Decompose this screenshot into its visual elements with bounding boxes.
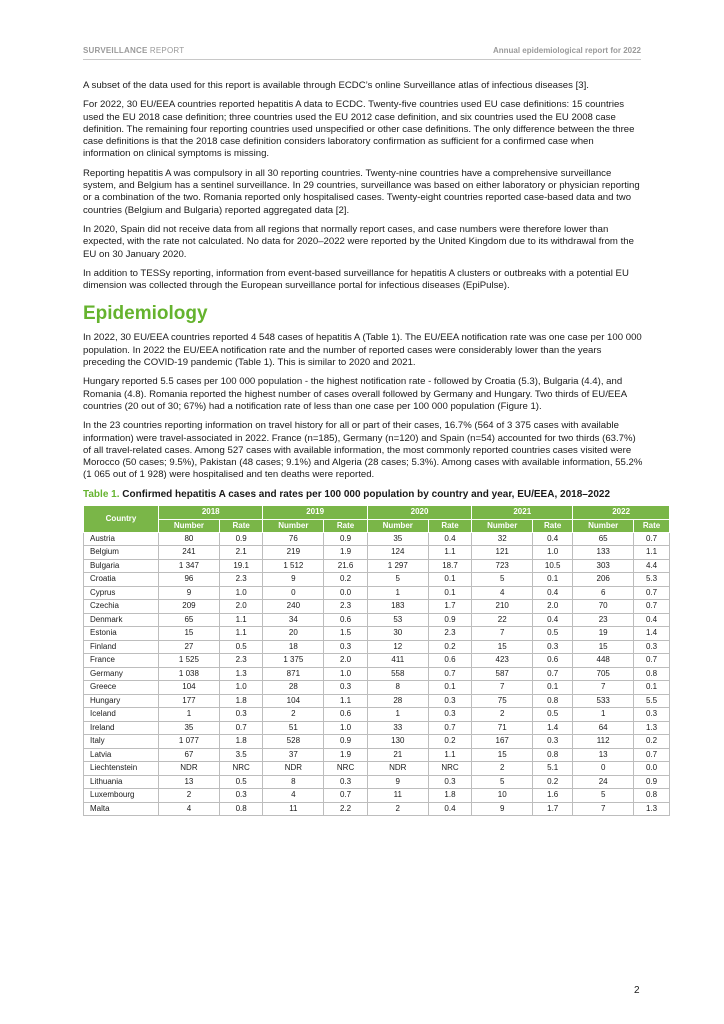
rate-cell: 2.3 xyxy=(428,627,472,641)
rate-cell: 1.1 xyxy=(219,627,263,641)
column-header-number: Number xyxy=(367,519,428,532)
rate-cell: 0.9 xyxy=(324,532,368,546)
rate-cell: 0.2 xyxy=(634,735,670,749)
rate-cell: 19.1 xyxy=(219,559,263,573)
rate-cell: 21.6 xyxy=(324,559,368,573)
number-cell: 210 xyxy=(472,600,533,614)
rate-cell: 1.7 xyxy=(428,600,472,614)
rate-cell: 0.1 xyxy=(428,573,472,587)
number-cell: 1 347 xyxy=(159,559,220,573)
running-header xyxy=(83,45,641,60)
number-cell: 5 xyxy=(367,573,428,587)
paragraph-intro-1: A subset of the data used for this report is available through ECDC’s online Surveillance atlas of infectious diseases [3]. xyxy=(83,80,589,91)
section-heading-epidemiology: Epidemiology xyxy=(83,303,208,325)
table-row xyxy=(84,654,670,668)
number-cell: 528 xyxy=(263,735,324,749)
number-cell: 34 xyxy=(263,613,324,627)
rate-cell: 0.2 xyxy=(428,640,472,654)
number-cell: 80 xyxy=(159,532,220,546)
number-cell: 20 xyxy=(263,627,324,641)
column-header-country: Country xyxy=(84,506,159,533)
table-row xyxy=(84,802,670,816)
table-row xyxy=(84,667,670,681)
number-cell: 219 xyxy=(263,546,324,560)
rate-cell: 0.5 xyxy=(533,627,573,641)
number-cell: 1 077 xyxy=(159,735,220,749)
rate-cell: 0.7 xyxy=(634,600,670,614)
column-header-number: Number xyxy=(573,519,634,532)
header-series-rest: REPORT xyxy=(147,46,185,55)
rate-cell: 1.3 xyxy=(634,802,670,816)
country-cell: Greece xyxy=(84,681,159,695)
paragraph-intro-5: In addition to TESSy reporting, information from event-based surveillance for hepatitis A clusters or outbreaks with a potential EU dimension was collected through the European surveillance portal for infectious diseases (EpiPulse). xyxy=(83,267,629,292)
column-header-number: Number xyxy=(472,519,533,532)
number-cell: 124 xyxy=(367,546,428,560)
number-cell: 423 xyxy=(472,654,533,668)
table-row xyxy=(84,789,670,803)
number-cell: 1 xyxy=(159,708,220,722)
rate-cell: 0.2 xyxy=(428,735,472,749)
column-header-year: 2018 xyxy=(159,506,263,519)
country-cell: Denmark xyxy=(84,613,159,627)
table-row xyxy=(84,613,670,627)
rate-cell: 0.4 xyxy=(428,532,472,546)
rate-cell: 0.7 xyxy=(428,667,472,681)
number-cell: NDR xyxy=(263,762,324,776)
rate-cell: 0.4 xyxy=(634,613,670,627)
country-cell: Bulgaria xyxy=(84,559,159,573)
number-cell: 53 xyxy=(367,613,428,627)
rate-cell: 1.9 xyxy=(324,748,368,762)
table-row xyxy=(84,681,670,695)
column-header-year: 2022 xyxy=(573,506,670,519)
rate-cell: 1.3 xyxy=(219,667,263,681)
number-cell: 133 xyxy=(573,546,634,560)
table-row xyxy=(84,627,670,641)
rate-cell: 0.3 xyxy=(634,708,670,722)
number-cell: 19 xyxy=(573,627,634,641)
country-cell: Ireland xyxy=(84,721,159,735)
number-cell: 9 xyxy=(263,573,324,587)
number-cell: 0 xyxy=(573,762,634,776)
table-row xyxy=(84,748,670,762)
number-cell: 15 xyxy=(573,640,634,654)
rate-cell: NRC xyxy=(219,762,263,776)
rate-cell: 2.3 xyxy=(219,654,263,668)
rate-cell: 0.1 xyxy=(533,681,573,695)
number-cell: 22 xyxy=(472,613,533,627)
number-cell: 4 xyxy=(263,789,324,803)
rate-cell: 2.0 xyxy=(219,600,263,614)
column-header-rate: Rate xyxy=(533,519,573,532)
rate-cell: 0.6 xyxy=(533,654,573,668)
rate-cell: 1.1 xyxy=(634,546,670,560)
rate-cell: 0.7 xyxy=(324,789,368,803)
number-cell: 177 xyxy=(159,694,220,708)
number-cell: 11 xyxy=(263,802,324,816)
number-cell: 7 xyxy=(573,681,634,695)
rate-cell: 0.4 xyxy=(428,802,472,816)
country-cell: Malta xyxy=(84,802,159,816)
number-cell: 51 xyxy=(263,721,324,735)
column-header-year: 2020 xyxy=(367,506,471,519)
rate-cell: 0.3 xyxy=(324,640,368,654)
table-row xyxy=(84,573,670,587)
table-row xyxy=(84,762,670,776)
number-cell: 1 xyxy=(573,708,634,722)
number-cell: 1 375 xyxy=(263,654,324,668)
rate-cell: 1.1 xyxy=(219,613,263,627)
column-header-year: 2021 xyxy=(472,506,573,519)
rate-cell: 5.1 xyxy=(533,762,573,776)
rate-cell: 1.0 xyxy=(533,546,573,560)
number-cell: 7 xyxy=(472,681,533,695)
rate-cell: 0.3 xyxy=(533,735,573,749)
country-cell: Czechia xyxy=(84,600,159,614)
rate-cell: 5.5 xyxy=(634,694,670,708)
number-cell: 35 xyxy=(367,532,428,546)
number-cell: 167 xyxy=(472,735,533,749)
column-header-rate: Rate xyxy=(428,519,472,532)
number-cell: 10 xyxy=(472,789,533,803)
column-header-rate: Rate xyxy=(324,519,368,532)
main-content xyxy=(83,80,661,816)
table-caption-text: Confirmed hepatitis A cases and rates per 100 000 population by country and year, EU/EEA, 2018–2022 xyxy=(119,488,611,500)
number-cell: 104 xyxy=(263,694,324,708)
rate-cell: 1.6 xyxy=(533,789,573,803)
number-cell: 18 xyxy=(263,640,324,654)
table-header-years xyxy=(84,506,670,519)
number-cell: 28 xyxy=(367,694,428,708)
header-report-title: Annual epidemiological report for 2022 xyxy=(492,46,641,55)
rate-cell: 0.3 xyxy=(428,775,472,789)
number-cell: 15 xyxy=(472,748,533,762)
table-row xyxy=(84,532,670,546)
page-number: 2 xyxy=(634,985,640,996)
number-cell: 183 xyxy=(367,600,428,614)
rate-cell: 0.5 xyxy=(533,708,573,722)
number-cell: 1 525 xyxy=(159,654,220,668)
number-cell: 35 xyxy=(159,721,220,735)
rate-cell: 1.5 xyxy=(324,627,368,641)
number-cell: 0 xyxy=(263,586,324,600)
number-cell: 206 xyxy=(573,573,634,587)
rate-cell: 0.6 xyxy=(324,613,368,627)
rate-cell: 1.1 xyxy=(324,694,368,708)
table-row xyxy=(84,600,670,614)
number-cell: 121 xyxy=(472,546,533,560)
rate-cell: 0.8 xyxy=(219,802,263,816)
number-cell: 5 xyxy=(573,789,634,803)
number-cell: 12 xyxy=(367,640,428,654)
rate-cell: 0.3 xyxy=(324,681,368,695)
number-cell: 209 xyxy=(159,600,220,614)
rate-cell: 0.5 xyxy=(219,640,263,654)
table-header-subcolumns xyxy=(84,519,670,532)
rate-cell: 18.7 xyxy=(428,559,472,573)
number-cell: 33 xyxy=(367,721,428,735)
rate-cell: 3.5 xyxy=(219,748,263,762)
number-cell: 5 xyxy=(472,775,533,789)
number-cell: 241 xyxy=(159,546,220,560)
number-cell: 9 xyxy=(159,586,220,600)
number-cell: NDR xyxy=(159,762,220,776)
number-cell: 23 xyxy=(573,613,634,627)
country-cell: Lithuania xyxy=(84,775,159,789)
country-cell: Latvia xyxy=(84,748,159,762)
paragraph-epi-1: In 2022, 30 EU/EEA countries reported 4 548 cases of hepatitis A (Table 1). The EU/EEA notification rate was one case per 100 000 population. In 2022 the EU/EEA notification rate and the number of reported cases were considerably lower than the years preceding the COVID-19 pandemic (Table 1). This is similar to 2020 and 2021. xyxy=(83,332,642,369)
country-cell: Hungary xyxy=(84,694,159,708)
country-cell: Liechtenstein xyxy=(84,762,159,776)
rate-cell: 1.8 xyxy=(219,694,263,708)
number-cell: 303 xyxy=(573,559,634,573)
rate-cell: 2.1 xyxy=(219,546,263,560)
number-cell: 8 xyxy=(367,681,428,695)
rate-cell: 1.8 xyxy=(428,789,472,803)
country-cell: Austria xyxy=(84,532,159,546)
number-cell: 2 xyxy=(472,762,533,776)
rate-cell: 0.8 xyxy=(533,694,573,708)
number-cell: 6 xyxy=(573,586,634,600)
rate-cell: 0.0 xyxy=(634,762,670,776)
number-cell: 9 xyxy=(367,775,428,789)
rate-cell: 0.2 xyxy=(533,775,573,789)
number-cell: 9 xyxy=(472,802,533,816)
header-series xyxy=(83,46,184,55)
country-cell: Italy xyxy=(84,735,159,749)
table-row xyxy=(84,721,670,735)
rate-cell: 0.7 xyxy=(428,721,472,735)
number-cell: 24 xyxy=(573,775,634,789)
number-cell: 1 xyxy=(367,586,428,600)
number-cell: 1 038 xyxy=(159,667,220,681)
column-header-year: 2019 xyxy=(263,506,367,519)
number-cell: 4 xyxy=(472,586,533,600)
rate-cell: 0.0 xyxy=(324,586,368,600)
rate-cell: 4.4 xyxy=(634,559,670,573)
column-header-number: Number xyxy=(159,519,220,532)
rate-cell: 0.1 xyxy=(533,573,573,587)
number-cell: 7 xyxy=(573,802,634,816)
number-cell: 65 xyxy=(573,532,634,546)
number-cell: 28 xyxy=(263,681,324,695)
paragraph-epi-3: In the 23 countries reporting information on travel history for all or part of their cases, 16.7% (564 of 3 375 cases with available information) were travel-associated in 2022. France (n=185), Germany (n=120) and Spain (n=54) accounted for two thirds (63.7%) of all travel-related cases. Among 527 cases with available information, the most commonly reported countries cases visited were Morocco (50 cases; 9.5%), Pakistan (48 cases; 9.1%) and Algeria (28 cases; 5.3%). Among cases with available information, 55.2% (1 065 out of 1 928) were hospitalised and ten deaths were reported. xyxy=(83,420,643,481)
number-cell: 32 xyxy=(472,532,533,546)
rate-cell: 1.3 xyxy=(634,721,670,735)
number-cell: 15 xyxy=(159,627,220,641)
number-cell: NDR xyxy=(367,762,428,776)
rate-cell: 10.5 xyxy=(533,559,573,573)
rate-cell: 0.2 xyxy=(324,573,368,587)
rate-cell: 1.4 xyxy=(634,627,670,641)
number-cell: 2 xyxy=(263,708,324,722)
rate-cell: 0.7 xyxy=(219,721,263,735)
country-cell: Croatia xyxy=(84,573,159,587)
number-cell: 130 xyxy=(367,735,428,749)
number-cell: 448 xyxy=(573,654,634,668)
number-cell: 70 xyxy=(573,600,634,614)
rate-cell: 0.1 xyxy=(428,681,472,695)
number-cell: 558 xyxy=(367,667,428,681)
rate-cell: 0.7 xyxy=(634,748,670,762)
rate-cell: 1.0 xyxy=(324,721,368,735)
number-cell: 705 xyxy=(573,667,634,681)
table-row xyxy=(84,775,670,789)
number-cell: 112 xyxy=(573,735,634,749)
number-cell: 1 xyxy=(367,708,428,722)
table-body xyxy=(84,532,670,816)
rate-cell: 0.3 xyxy=(324,775,368,789)
number-cell: 30 xyxy=(367,627,428,641)
number-cell: 104 xyxy=(159,681,220,695)
rate-cell: NRC xyxy=(324,762,368,776)
table-row xyxy=(84,546,670,560)
rate-cell: 0.9 xyxy=(428,613,472,627)
rate-cell: 0.3 xyxy=(533,640,573,654)
rate-cell: 0.3 xyxy=(219,708,263,722)
rate-cell: 0.3 xyxy=(428,694,472,708)
rate-cell: NRC xyxy=(428,762,472,776)
number-cell: 21 xyxy=(367,748,428,762)
number-cell: 411 xyxy=(367,654,428,668)
rate-cell: 0.7 xyxy=(634,532,670,546)
rate-cell: 0.8 xyxy=(533,748,573,762)
rate-cell: 0.1 xyxy=(634,681,670,695)
number-cell: 7 xyxy=(472,627,533,641)
rate-cell: 2.0 xyxy=(533,600,573,614)
header-series-bold: SURVEILLANCE xyxy=(83,46,148,55)
rate-cell: 2.0 xyxy=(324,654,368,668)
table-row xyxy=(84,735,670,749)
rate-cell: 2.2 xyxy=(324,802,368,816)
number-cell: 533 xyxy=(573,694,634,708)
rate-cell: 2.3 xyxy=(219,573,263,587)
number-cell: 64 xyxy=(573,721,634,735)
rate-cell: 1.1 xyxy=(428,546,472,560)
number-cell: 65 xyxy=(159,613,220,627)
table-row xyxy=(84,640,670,654)
table-row xyxy=(84,586,670,600)
number-cell: 240 xyxy=(263,600,324,614)
paragraph-intro-4: In 2020, Spain did not receive data from all regions that normally report cases, and case numbers were therefore lower than expected, with the rate not calculated. No data for 2020–2022 were reported by the United Kingdom due to its withdrawal from the EU on 30 January 2020. xyxy=(83,223,634,260)
number-cell: 67 xyxy=(159,748,220,762)
column-header-rate: Rate xyxy=(634,519,670,532)
country-cell: France xyxy=(84,654,159,668)
number-cell: 27 xyxy=(159,640,220,654)
rate-cell: 0.7 xyxy=(533,667,573,681)
country-cell: Cyprus xyxy=(84,586,159,600)
rate-cell: 0.4 xyxy=(533,532,573,546)
number-cell: 13 xyxy=(159,775,220,789)
rate-cell: 0.9 xyxy=(324,735,368,749)
rate-cell: 1.0 xyxy=(324,667,368,681)
paragraph-intro-2: For 2022, 30 EU/EEA countries reported hepatitis A data to ECDC. Twenty-five countries used EU case definitions: 15 countries used the EU 2018 case definition; three countries used the EU 2012 case definition, and six countries used the EU 2008 case definition. The remaining four reporting countries used unspecified or other case definitions. The only difference between the three case definitions is that the 2018 case definition considers laboratory confirmation as sufficient for a confirmed case when information on clinical symptoms is missing. xyxy=(83,99,635,160)
number-cell: 37 xyxy=(263,748,324,762)
number-cell: 11 xyxy=(367,789,428,803)
paragraph-epi-2: Hungary reported 5.5 cases per 100 000 population - the highest notification rate - followed by Croatia (5.3), Bulgaria (4.4), and Romania (4.8). Romania reported the highest number of cases overall followed by Germany and Hungary. Two thirds of EU/EEA countries (20 out of 30; 67%) had a notification rate of less than one case per 100 000 population (Figure 1). xyxy=(83,376,627,412)
rate-cell: 1.1 xyxy=(428,748,472,762)
number-cell: 2 xyxy=(472,708,533,722)
paragraph-intro-3: Reporting hepatitis A was compulsory in all 30 reporting countries. Twenty-nine countries have a comprehensive surveillance system, and Belgium has a sentinel surveillance. In 29 countries, surveillance was based on either laboratory or physician reporting or a combination of the two. Romania reported only hospitalised cases. Twenty-eight countries reported case-based data and two countries (Belgium and Bulgaria) reported aggregated data [2]. xyxy=(83,167,640,216)
table-row xyxy=(84,708,670,722)
number-cell: 96 xyxy=(159,573,220,587)
rate-cell: 0.9 xyxy=(634,775,670,789)
country-cell: Belgium xyxy=(84,546,159,560)
rate-cell: 0.3 xyxy=(428,708,472,722)
rate-cell: 1.8 xyxy=(219,735,263,749)
rate-cell: 0.8 xyxy=(634,789,670,803)
column-header-rate: Rate xyxy=(219,519,263,532)
number-cell: 5 xyxy=(472,573,533,587)
rate-cell: 0.9 xyxy=(219,532,263,546)
number-cell: 1 512 xyxy=(263,559,324,573)
country-cell: Germany xyxy=(84,667,159,681)
number-cell: 4 xyxy=(159,802,220,816)
rate-cell: 0.8 xyxy=(634,667,670,681)
rate-cell: 0.4 xyxy=(533,613,573,627)
rate-cell: 1.7 xyxy=(533,802,573,816)
rate-cell: 0.3 xyxy=(634,640,670,654)
number-cell: 723 xyxy=(472,559,533,573)
country-cell: Finland xyxy=(84,640,159,654)
rate-cell: 0.6 xyxy=(324,708,368,722)
number-cell: 587 xyxy=(472,667,533,681)
rate-cell: 0.6 xyxy=(428,654,472,668)
table-caption xyxy=(83,489,643,502)
rate-cell: 0.5 xyxy=(219,775,263,789)
number-cell: 15 xyxy=(472,640,533,654)
rate-cell: 1.0 xyxy=(219,681,263,695)
cases-table xyxy=(83,505,670,816)
number-cell: 871 xyxy=(263,667,324,681)
rate-cell: 0.4 xyxy=(533,586,573,600)
number-cell: 71 xyxy=(472,721,533,735)
number-cell: 75 xyxy=(472,694,533,708)
rate-cell: 5.3 xyxy=(634,573,670,587)
table-caption-label: Table 1. xyxy=(83,488,120,500)
rate-cell: 0.7 xyxy=(634,654,670,668)
number-cell: 8 xyxy=(263,775,324,789)
column-header-number: Number xyxy=(263,519,324,532)
number-cell: 2 xyxy=(159,789,220,803)
country-cell: Estonia xyxy=(84,627,159,641)
country-cell: Iceland xyxy=(84,708,159,722)
rate-cell: 0.3 xyxy=(219,789,263,803)
number-cell: 1 297 xyxy=(367,559,428,573)
table-row xyxy=(84,559,670,573)
number-cell: 76 xyxy=(263,532,324,546)
rate-cell: 1.0 xyxy=(219,586,263,600)
rate-cell: 1.9 xyxy=(324,546,368,560)
rate-cell: 1.4 xyxy=(533,721,573,735)
rate-cell: 0.7 xyxy=(634,586,670,600)
number-cell: 2 xyxy=(367,802,428,816)
rate-cell: 2.3 xyxy=(324,600,368,614)
number-cell: 13 xyxy=(573,748,634,762)
country-cell: Luxembourg xyxy=(84,789,159,803)
table-row xyxy=(84,694,670,708)
rate-cell: 0.1 xyxy=(428,586,472,600)
